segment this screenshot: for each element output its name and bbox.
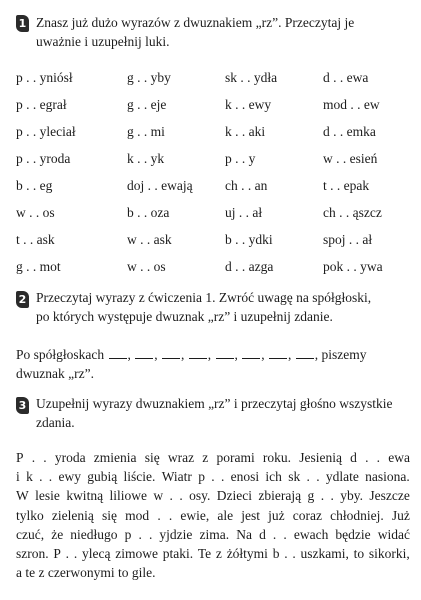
word-cell: g . . eje: [127, 96, 167, 112]
word-cell: b . . oza: [127, 204, 170, 220]
word-cell: p . . yniósł: [16, 69, 73, 85]
word-cell: d . . ewa: [323, 69, 369, 85]
word-cell: k . . aki: [225, 123, 266, 139]
word-row: [16, 64, 416, 91]
answer-blank[interactable]: [216, 348, 234, 359]
task-2-instruction-line-2: po których występuje dwuznak „rz” i uzupełnij zdanie.: [36, 309, 333, 324]
word-row: [16, 226, 416, 253]
word-cell: t . . ask: [16, 231, 55, 247]
word-cell: k . . yk: [127, 150, 165, 166]
word-cell: d . . emka: [323, 123, 376, 139]
task-1-instruction: [36, 13, 416, 51]
word-cell: g . . mi: [127, 123, 165, 139]
word-cell: b . . ydki: [225, 231, 273, 247]
word-cell: spoj . . ał: [323, 231, 373, 247]
word-row: [16, 118, 416, 145]
word-cell: pok . . ywa: [323, 258, 383, 274]
task-2-instruction: [36, 288, 416, 326]
answer-blank[interactable]: [189, 348, 207, 359]
answer-blank[interactable]: [109, 348, 127, 359]
word-cell: doj . . ewają: [127, 177, 193, 193]
task-2-number-badge: 2: [16, 291, 29, 308]
sentence-end: , piszemy: [314, 347, 367, 362]
task-3-instruction-line-2: zdania.: [36, 415, 75, 430]
paragraph-line: szron. P . . ylecą zimowe ptaki. Te z żółtymi b . . uszkami, to sikorki,: [16, 546, 410, 562]
paragraph-line: tylko zielenią się mod . . ewie, ale jest już coraz chłodniej. Już: [16, 507, 410, 523]
task-2-sentence-line-1: Po spółgłoskach , , , , , , , , piszemy: [16, 347, 367, 362]
word-row: [16, 199, 416, 226]
answer-blank[interactable]: [242, 348, 260, 359]
task-2-sentence: [16, 345, 408, 383]
answer-blank[interactable]: [269, 348, 287, 359]
paragraph-line: i k . . ewy gubią liście. Wiatr p . . enosi ich sk . . ydlate nasiona.: [16, 469, 410, 485]
word-cell: sk . . ydła: [225, 69, 278, 85]
task-1-number-badge: 1: [16, 15, 29, 32]
word-cell: b . . eg: [16, 177, 53, 193]
task-2-sentence-line-2: dwuznak „rz”.: [16, 366, 94, 381]
word-cell: p . . yroda: [16, 150, 71, 166]
word-row: [16, 91, 416, 118]
word-cell: w . . ask: [127, 231, 172, 247]
sentence-start: Po spółgłoskach: [16, 347, 105, 362]
word-cell: g . . mot: [16, 258, 61, 274]
word-cell: ch . . ąszcz: [323, 204, 382, 220]
paragraph-line: W lesie kwitną liliowe w . . osy. Dzieci zbierają g . . yby. Jeszcze: [16, 488, 410, 504]
word-cell: p . . yleciał: [16, 123, 76, 139]
word-cell: g . . yby: [127, 69, 171, 85]
word-cell: w . . os: [16, 204, 55, 220]
word-cell: p . . y: [225, 150, 256, 166]
word-row: [16, 145, 416, 172]
task-3-instruction-line-1: Uzupełnij wyrazy dwuznakiem „rz” i przeczytaj głośno wszystkie: [36, 396, 393, 411]
word-cell: w . . os: [127, 258, 166, 274]
task-3-instruction: [36, 394, 416, 432]
answer-blank[interactable]: [135, 348, 153, 359]
task-1-instruction-line-1: Znasz już dużo wyrazów z dwuznakiem „rz”. Przeczytaj je: [36, 15, 355, 30]
word-cell: d . . azga: [225, 258, 274, 274]
word-cell: p . . egrał: [16, 96, 67, 112]
task-1-instruction-line-2: uważnie i uzupełnij luki.: [36, 34, 170, 49]
answer-blank[interactable]: [296, 348, 314, 359]
word-row: [16, 253, 416, 280]
answer-blank[interactable]: [162, 348, 180, 359]
word-cell: uj . . ał: [225, 204, 263, 220]
word-cell: k . . ewy: [225, 96, 272, 112]
word-row: [16, 172, 416, 199]
paragraph-line: P . . yroda zmienia się wraz z porami roku. Jesienią d . . ewa: [16, 450, 410, 465]
task-2-instruction-line-1: Przeczytaj wyrazy z ćwiczenia 1. Zwróć uwagę na spółgłoski,: [36, 290, 372, 305]
word-cell: t . . epak: [323, 177, 370, 193]
task-3-paragraph: [16, 448, 410, 582]
word-grid: [16, 64, 416, 280]
paragraph-line: czuć, że niedługo p . . yjdzie zima. Na d . . ewach będzie widać: [16, 526, 410, 542]
word-cell: mod . . ew: [323, 96, 380, 112]
paragraph-line: a te z czerwonymi to gile.: [16, 565, 156, 581]
task-3-number-badge: 3: [16, 397, 29, 414]
word-cell: ch . . an: [225, 177, 268, 193]
word-cell: w . . esień: [323, 150, 378, 166]
